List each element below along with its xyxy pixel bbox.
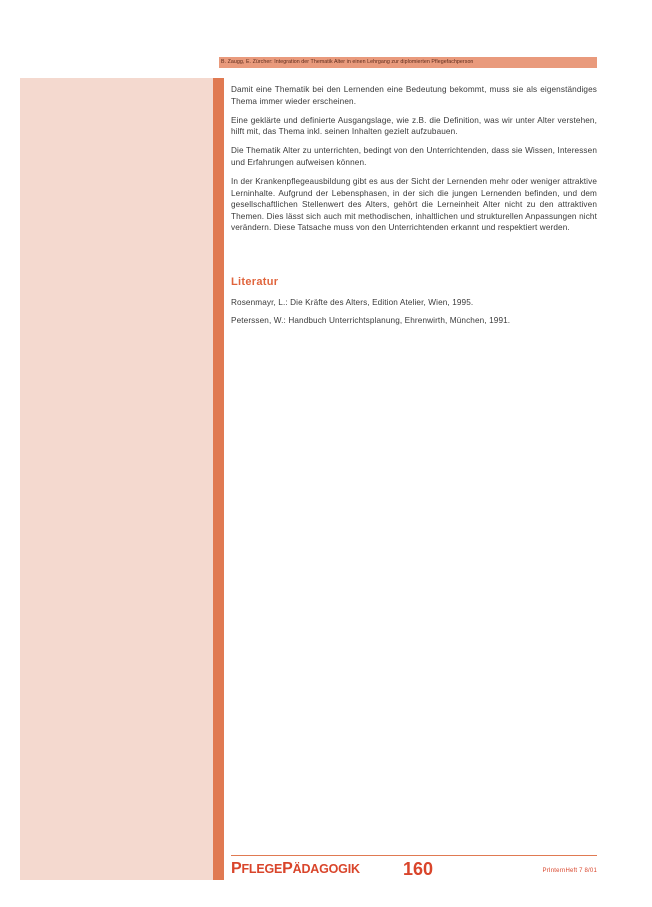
- literature-reference: Peterssen, W.: Handbuch Unterrichtsplanung, Ehrenwirth, München, 1991.: [231, 315, 511, 325]
- journal-brand: [231, 860, 360, 878]
- body-paragraph: Eine geklärte und definierte Ausgangslage, wie z.B. die Definition, was wir unter Alter verstehen, hilft mit, das Thema inkl. seinen Inhalten gezielt aufzubauen.: [231, 115, 597, 137]
- decorative-band-light: [20, 78, 213, 880]
- issue-label: PrInternHeft 7 8/01: [542, 868, 597, 874]
- footer-divider: [231, 855, 597, 856]
- literature-reference: Rosenmayr, L.: Die Kräfte des Alters, Edition Atelier, Wien, 1995.: [231, 298, 474, 308]
- page-number: 160: [403, 859, 434, 879]
- body-content: [231, 84, 597, 332]
- brand-p4: ÄDAGOGIK: [292, 862, 360, 876]
- literature-heading: Literatur: [231, 276, 279, 289]
- body-paragraph: Die Thematik Alter zu unterrichten, bedingt von den Unterrichtenden, dass sie Wissen, Interessen und Erfahrungen aufweisen können.: [231, 146, 597, 167]
- decorative-band-accent: [213, 78, 224, 880]
- body-paragraph: Damit eine Thematik bei den Lernenden eine Bedeutung bekommt, muss sie als eigenständiges Thema immer wieder erscheinen.: [231, 85, 597, 106]
- running-head-text: B. Zaugg, E. Zürcher: Integration der Thematik Alter in einen Lehrgang zur diplomierten Pflegefachperson: [221, 59, 474, 65]
- brand-p2: FLEGE: [241, 862, 283, 876]
- body-paragraph: In der Krankenpflegeausbildung gibt es aus der Sicht der Lernenden mehr oder weniger attraktive Lerninhalte. Aufgrund der Lebensphasen, in der sich die jungen Lernenden befinden, und dem gesellschaftlichen Stellenwert des Alters, gehört die Lerneinheit Alter nicht zu den attraktiven Themen. Dies lässt sich auch mit methodischen, inhaltlichen und strukturellen Anpassungen nicht verändern. Diese Tatsache muss von den Unterrichtenden erkannt und respektiert werden.: [231, 177, 597, 233]
- page-footer: [231, 860, 597, 886]
- brand-p1: P: [231, 860, 242, 877]
- brand-p3: P: [282, 860, 293, 877]
